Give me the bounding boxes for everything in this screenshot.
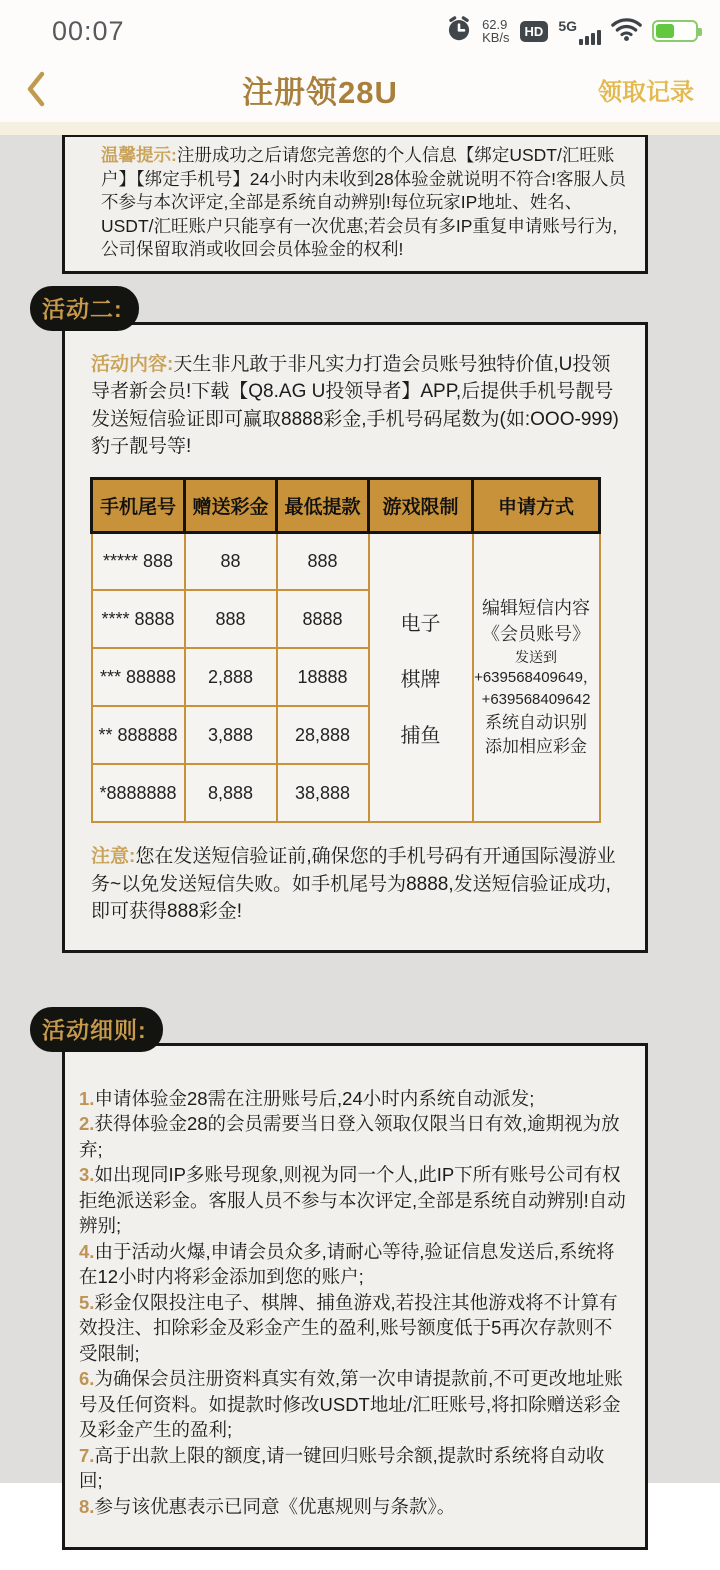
apply-method-phone-number: +639568409642 <box>481 690 591 708</box>
rule-item <box>79 1443 627 1494</box>
apply-method-line: 编辑短信内容 <box>482 597 590 618</box>
claim-record-link[interactable]: 领取记录 <box>598 78 694 106</box>
table-header-row <box>92 478 600 532</box>
page-content <box>0 135 720 1570</box>
cellular-signal-icon <box>558 18 601 45</box>
rule-number: 7. <box>79 1444 95 1466</box>
network-speed-unit: KB/s <box>482 30 510 45</box>
clock-time: 00:07 <box>52 15 125 46</box>
rules-badge: 活动细则: <box>30 1007 163 1052</box>
apply-method-line: 发送到 <box>515 648 557 665</box>
apply-method-line: 《会员账号》 <box>482 623 590 644</box>
rule-text: 参与该优惠表示已同意《优惠规则与条款》。 <box>94 1495 456 1517</box>
note-paragraph <box>91 843 625 926</box>
rule-text: 获得体验金28的会员需要当日登入领取仅限当日有效,逾期视为放弃; <box>79 1113 620 1160</box>
phone-tail-cell: ***** 888 <box>92 532 185 590</box>
column-header-phone-tail: 手机尾号 <box>92 478 185 532</box>
activity2-content-text: 天生非凡敢于非凡实力打造会员账号独特价值,U投领导者新会员!下载【Q8.AG U投领导者】APP,后提供手机号靓号发送短信验证即可赢取8888彩金,手机号码尾数为(如:OOO-999)豹子靓号等! <box>91 353 619 457</box>
rule-number: 6. <box>79 1368 95 1389</box>
column-header-min-withdraw: 最低提款 <box>277 478 369 532</box>
apply-method-line: 系统自动识别 <box>485 712 587 732</box>
status-icons <box>446 15 702 47</box>
apply-method-phone-number: +639568409649， <box>474 669 598 687</box>
min-withdraw-cell: 38,888 <box>277 764 369 822</box>
bonus-cell: 3,888 <box>185 706 277 764</box>
notice-paragraph <box>101 144 633 262</box>
apply-method-cell <box>473 532 600 822</box>
wifi-icon <box>611 16 642 47</box>
rule-item <box>79 1086 627 1112</box>
page-title: 注册领28U <box>242 74 398 110</box>
signal-bars-icon <box>579 30 601 45</box>
rule-item <box>79 1111 627 1162</box>
game-limit-item: 棋牌 <box>400 668 441 691</box>
column-header-game-limit: 游戏限制 <box>369 478 473 532</box>
table-row <box>92 532 600 590</box>
network-type-label: 5G <box>558 17 577 34</box>
rule-number: 3. <box>79 1164 95 1185</box>
game-limit-item: 捕鱼 <box>400 724 441 747</box>
rule-item <box>79 1239 627 1290</box>
notice-text: 注册成功之后请您完善您的个人信息【绑定USDT/汇旺账户】【绑定手机号】24小时内未收到28体验金就说明不符合!客服人员不参与本次评定,全部是系统自动辨别!每位玩家IP地址、姓名、USDT/汇旺账户只能享有一次优惠;若会员有多IP重复申请账号行为,公司保留取消或收回会员体验金的权利! <box>101 145 627 259</box>
min-withdraw-cell: 28,888 <box>277 706 369 764</box>
rule-item <box>79 1366 627 1443</box>
game-limit-cell <box>369 532 473 822</box>
rule-text: 如出现同IP多账号现象,则视为同一个人,此IP下所有账号公司有权拒绝派送彩金。客服人员不参与本次评定,全部是系统自动辨别!自动辨别; <box>79 1164 626 1236</box>
hd-icon: HD <box>520 21 549 42</box>
activity2-box <box>62 322 648 953</box>
notice-box <box>62 135 648 274</box>
rules-box <box>62 1043 648 1551</box>
bonus-cell: 8,888 <box>185 764 277 822</box>
status-bar <box>0 0 720 56</box>
phone-tail-cell: *** 88888 <box>92 648 185 706</box>
phone-tail-cell: *8888888 <box>92 764 185 822</box>
network-speed-value: 62.9 <box>482 17 508 32</box>
bonus-cell: 2,888 <box>185 648 277 706</box>
alarm-clock-icon <box>446 15 472 47</box>
battery-icon <box>652 20 698 42</box>
header-divider <box>0 122 720 135</box>
rule-number: 8. <box>79 1495 95 1517</box>
chevron-left-icon <box>26 71 46 107</box>
activity2-badge: 活动二: <box>30 286 139 331</box>
game-limit-item: 电子 <box>400 612 441 635</box>
rule-text: 彩金仅限投注电子、棋牌、捕鱼游戏,若投注其他游戏将不计算有效投注、扣除彩金及彩金产生的盈利,账号额度低于5再次存款则不受限制; <box>79 1291 618 1364</box>
rule-number: 5. <box>79 1291 95 1313</box>
rule-text: 申请体验金28需在注册账号后,24小时内系统自动派发; <box>94 1087 535 1109</box>
activity2-paragraph <box>65 351 645 461</box>
bonus-cell: 88 <box>185 532 277 590</box>
back-button[interactable] <box>26 71 66 107</box>
min-withdraw-cell: 18888 <box>277 648 369 706</box>
min-withdraw-cell: 8888 <box>277 590 369 648</box>
rule-text: 由于活动火爆,申请会员众多,请耐心等待,验证信息发送后,系统将在12小时内将彩金添加到您的账户; <box>79 1240 615 1287</box>
activity2-content-label: 活动内容: <box>91 353 174 375</box>
network-speed <box>482 18 509 44</box>
note-label: 注意: <box>91 846 136 867</box>
rule-number: 4. <box>79 1240 95 1262</box>
column-header-bonus: 赠送彩金 <box>185 478 277 532</box>
notice-label: 温馨提示: <box>101 145 177 165</box>
min-withdraw-cell: 888 <box>277 532 369 590</box>
bonus-table <box>90 477 601 824</box>
rule-item <box>79 1162 627 1239</box>
note-text: 您在发送短信验证前,确保您的手机号码有开通国际漫游业务~以免发送短信失败。如手机尾号为8888,发送短信验证成功,即可获得888彩金! <box>91 846 616 922</box>
column-header-apply-method: 申请方式 <box>473 478 600 532</box>
bonus-cell: 888 <box>185 590 277 648</box>
phone-tail-cell: ** 888888 <box>92 706 185 764</box>
header <box>0 56 720 122</box>
rule-number: 2. <box>79 1113 95 1134</box>
rule-text: 高于出款上限的额度,请一键回归账号余额,提款时系统将自动收回; <box>79 1444 605 1491</box>
rule-text: 为确保会员注册资料真实有效,第一次申请提款前,不可更改地址账号及任何资料。如提款时修改USDT地址/汇旺账号,将扣除赠送彩金及彩金产生的盈利; <box>79 1368 623 1440</box>
rule-item <box>79 1290 627 1367</box>
apply-method-line: 添加相应彩金 <box>485 737 587 757</box>
phone-tail-cell: **** 8888 <box>92 590 185 648</box>
rule-number: 1. <box>79 1087 95 1109</box>
rule-item <box>79 1494 627 1520</box>
